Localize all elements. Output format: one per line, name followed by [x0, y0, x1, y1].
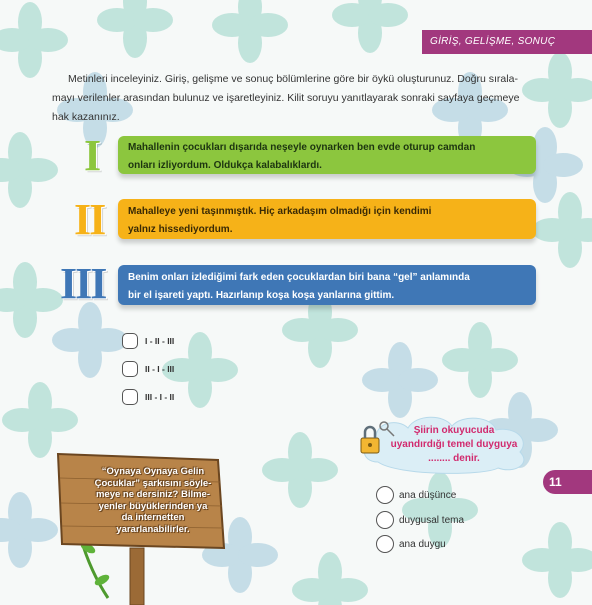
radio-button[interactable]	[376, 535, 394, 553]
radio-button[interactable]	[376, 511, 394, 529]
roman-numeral-i: I	[84, 131, 100, 180]
lock-question: Şiirin okuyucuda uyandırdığı temel duyguya ........ denir.	[390, 425, 518, 464]
sign-text: “Oynaya Oynaya Gelin Çocuklar” şarkısını söyle- meye ne dersiniz? Bilme- yenler büyüklerinden ya da internetten yararlanabilirler.	[94, 466, 212, 535]
radio-button[interactable]	[376, 486, 394, 504]
answer-option-3[interactable]: ana duygu	[376, 535, 446, 553]
roman-numeral-iii: III	[60, 259, 106, 308]
instructions: Metinleri inceleyiniz. Giriş, gelişme ve sonuç bölümlerine göre bir öykü oluşturunuz. Doğru sırala- mayı verilenler arasından bulunuz ve işaretleyiniz. Kilit soruyu yanıtlayarak sonraki sayfaya geçmeye hak kazanınız.	[52, 73, 520, 123]
order-option-2[interactable]: II - I - III	[122, 360, 174, 378]
answer-option-2[interactable]: duygusal tema	[376, 511, 464, 529]
section-header: GİRİŞ, GELİŞME, SONUÇ	[422, 30, 592, 54]
order-option-3[interactable]: III - I - II	[122, 388, 174, 406]
story-box-ii: Mahalleye yeni taşınmıştık. Hiç arkadaşım olmadığı için kendimi yalnız hissediyordum.	[118, 199, 536, 239]
story-box-iii: Benim onları izlediğimi fark eden çocuklardan biri bana “gel” anlamında bir el işareti yaptı. Hazırlanıp koşa koşa yanlarına gittim.	[118, 265, 536, 305]
checkbox[interactable]	[122, 361, 138, 377]
story-box-i: Mahallenin çocukları dışarıda neşeyle oynarken ben evde oturup camdan onları izliyordum. Oldukça kalabalıklardı.	[118, 136, 536, 174]
checkbox[interactable]	[122, 389, 138, 405]
page-number: 11	[543, 470, 592, 494]
lock-icon	[361, 427, 379, 453]
answer-option-1[interactable]: ana düşünce	[376, 486, 456, 504]
checkbox[interactable]	[122, 333, 138, 349]
roman-numeral-ii: II	[74, 195, 105, 244]
order-option-1[interactable]: I - II - III	[122, 332, 174, 350]
